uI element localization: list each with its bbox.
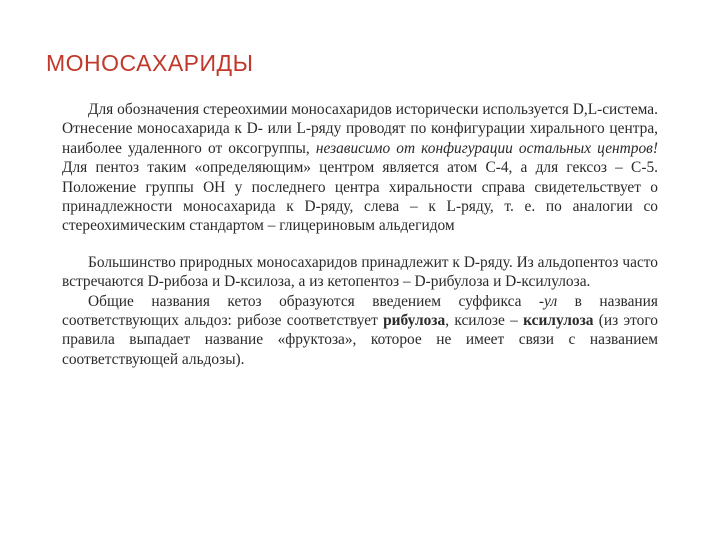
paragraph-natural-monosaccharides: Большинство природных моносахаридов принадлежит к D-ряду. Из альдопентоз часто встречаются D-рибоза и D-ксилоза, а из кетопентоз – D-рибулоза и D-ксилулоза. [62,253,658,291]
paragraph-3-text-c: , ксилозе – [445,312,524,330]
paragraph-1-text-b: Для пентоз таким «определяющим» центром является атом С-4, а для гексоз – С-5. Положение группы ОН у последнего центра хиральности справа свидетельствует о принадлежности моносахарида к D-ряду, слева – к L-ряду, т. е. по аналогии со стереохимическим стандартом – глицериновым альдегидом [62,159,658,235]
paragraph-3-text-d: (из этого правила выпадает название «фруктоза», которое не имеет связи с названием соответствующей альдозы). [62,312,658,368]
paragraph-3-suffix: -ул [538,292,558,310]
paragraph-3-text-b: в названия соответствующих альдоз: рибозе соответствует [62,292,658,330]
paragraph-1-text-a: Для обозначения стереохимии моносахаридов исторически используется D,L-система. Отнесение моносахарида к D- или L-ряду проводят по конфигурации хирального центра, наиболее удаленного от оксогруппы, [62,101,658,157]
slide-title: МОНОСАХАРИДЫ [46,50,254,76]
paragraph-1-italic-emphasis: независимо от конфигурации остальных центров! [315,139,658,157]
paragraph-stereochemistry [62,100,658,236]
paragraph-3-ribulose: рибулоза [383,312,446,330]
paragraph-ketose-names [62,292,658,370]
scanned-text-block [62,100,658,369]
paragraph-3-xylulose: ксилулоза [523,312,594,330]
paragraph-3-text-a: Общие названия кетоз образуются введением суффикса [88,292,539,310]
